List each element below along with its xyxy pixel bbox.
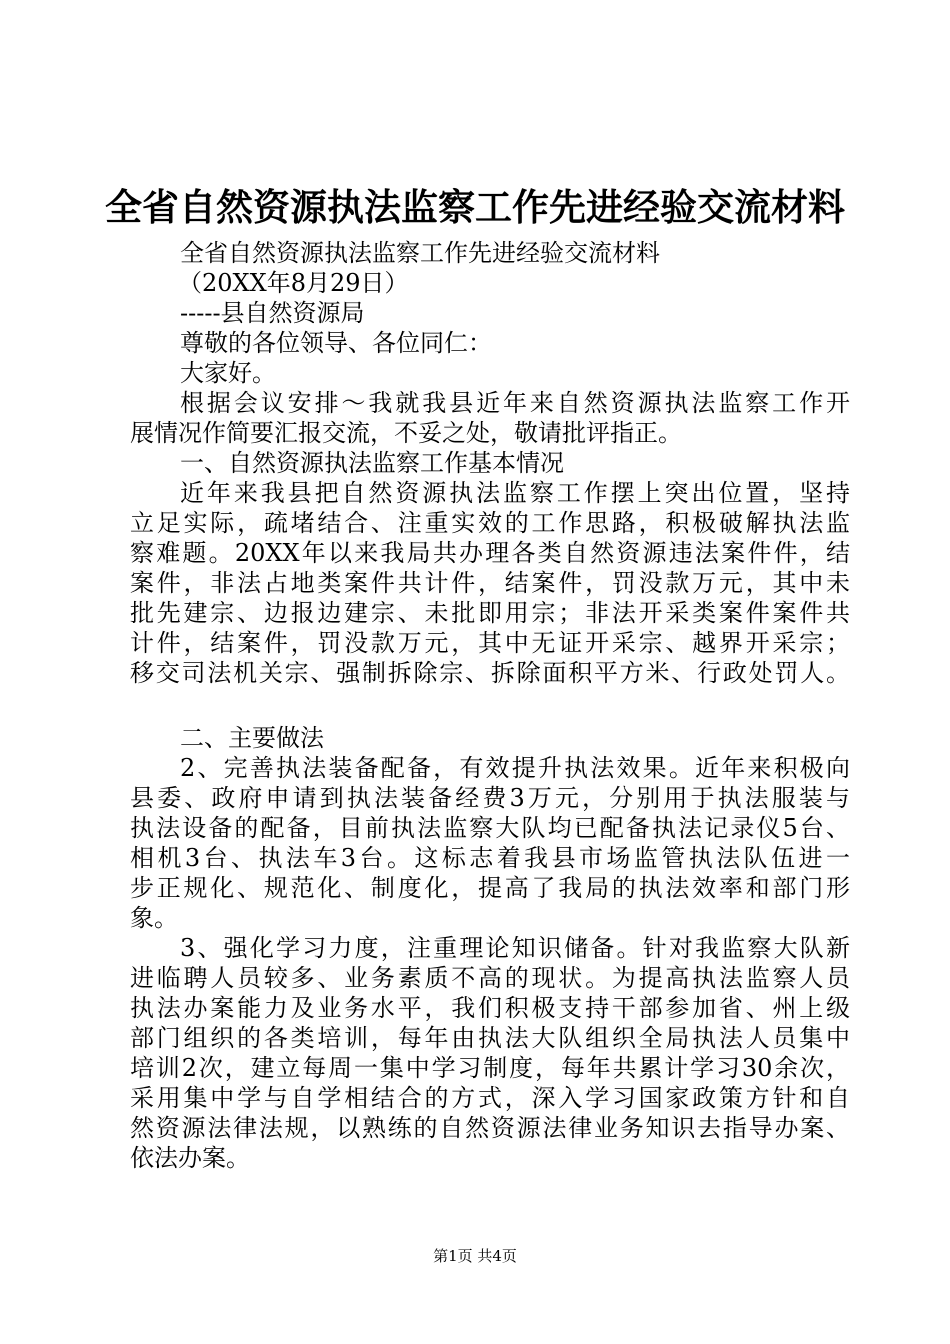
paragraph-line: 部门组织的各类培训，每年由执法大队组织全局执法人员集中 [130, 1024, 850, 1052]
paragraph-line: 案件，非法占地类案件共计件，结案件，罚没款万元，其中未 [130, 569, 850, 597]
paragraph-line: 近年来我县把自然资源执法监察工作摆上突出位置，坚持 [180, 479, 850, 507]
paragraph-line: 计件，结案件，罚没款万元，其中无证开采宗、越界开采宗； [130, 629, 850, 657]
paragraph-line: 展情况作简要汇报交流，不妥之处，敬请批评指正。 [130, 419, 682, 447]
paragraph-line: 采用集中学与自学相结合的方式，深入学习国家政策方针和自 [130, 1084, 850, 1112]
paragraph-line: 步正规化、规范化、制度化，提高了我局的执法效率和部门形 [130, 874, 850, 902]
paragraph-line: 培训2次，建立每周一集中学习制度，每年共累计学习30余次， [130, 1054, 850, 1082]
paragraph-line: 县委、政府申请到执法装备经费3万元，分别用于执法服装与 [130, 784, 850, 812]
paragraph-line: 依法办案。 [130, 1144, 250, 1172]
greeting-line: 大家好。 [180, 359, 276, 387]
section-heading: 二、主要做法 [180, 724, 324, 752]
author-line: -----县自然资源局 [180, 299, 365, 327]
salutation-line: 尊敬的各位领导、各位同仁： [180, 329, 492, 357]
paragraph-line: 3、强化学习力度，注重理论知识储备。针对我监察大队新 [180, 934, 850, 962]
page-number: 第1页 共4页 [433, 1247, 517, 1265]
paragraph-line: 察难题。20XX年以来我局共办理各类自然资源违法案件件，结 [130, 539, 850, 567]
paragraph-line: 相机3台、执法车3台。这标志着我县市场监管执法队伍进一 [130, 844, 850, 872]
paragraph-line: 进临聘人员较多、业务素质不高的现状。为提高执法监察人员 [130, 964, 850, 992]
paragraph-line: 批先建宗、边报边建宗、未批即用宗；非法开采类案件案件共 [130, 599, 850, 627]
document-body [130, 238, 850, 1173]
paragraph-line: 执法设备的配备，目前执法监察大队均已配备执法记录仪5台、 [130, 814, 850, 842]
paragraph-line: 2、完善执法装备配备，有效提升执法效果。近年来积极向 [180, 754, 850, 782]
document-title: 全省自然资源执法监察工作先进经验交流材料 [105, 186, 845, 229]
paragraph-line: 象。 [130, 904, 178, 932]
paragraph-line: 执法办案能力及业务水平，我们积极支持干部参加省、州上级 [130, 994, 850, 1022]
paragraph-line: 立足实际，疏堵结合、注重实效的工作思路，积极破解执法监 [130, 509, 850, 537]
paragraph-line: 然资源法律法规，以熟练的自然资源法律业务知识去指导办案、 [130, 1114, 850, 1142]
paragraph-line: 移交司法机关宗、强制拆除宗、拆除面积平方米、行政处罚人。 [130, 659, 850, 687]
date-line: （20XX年8月29日） [178, 269, 409, 297]
paragraph-line: 根据会议安排～我就我县近年来自然资源执法监察工作开 [180, 389, 850, 417]
paragraph-gap [130, 688, 850, 723]
section-heading: 一、自然资源执法监察工作基本情况 [180, 449, 564, 477]
subtitle-line: 全省自然资源执法监察工作先进经验交流材料 [180, 239, 660, 267]
